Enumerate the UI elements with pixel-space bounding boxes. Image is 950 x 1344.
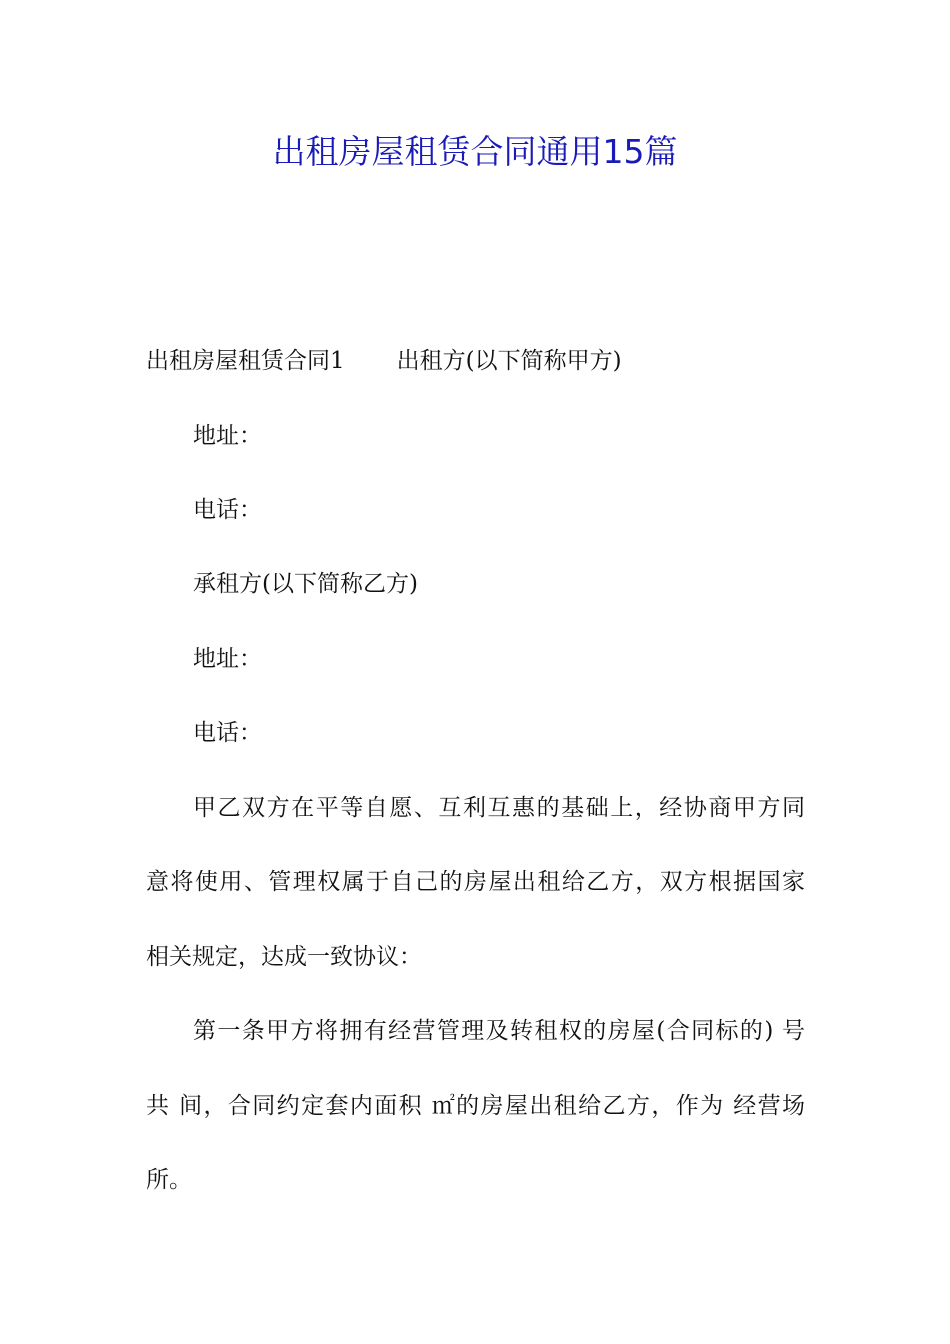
lessee-phone-line: 电话：	[193, 720, 262, 746]
paragraph-2-line-2: 共 间，合同约定套内面积 ㎡的房屋出租给乙方，作为 经营场	[146, 1093, 805, 1119]
lessor-phone-line: 电话：	[193, 497, 262, 523]
paragraph-2-line-3: 所。	[146, 1167, 192, 1193]
paragraph-2-line-1: 第一条甲方将拥有经营管理及转租权的房屋(合同标的) 号	[193, 1018, 805, 1044]
lessee-address-line: 地址：	[193, 646, 262, 672]
paragraph-1-line-1: 甲乙双方在平等自愿、互利互惠的基础上，经协商甲方同	[193, 795, 805, 821]
contract-heading-line	[146, 345, 622, 377]
paragraph-1-line-3: 相关规定，达成一致协议：	[146, 944, 422, 970]
lessor-address-line: 地址：	[193, 423, 262, 449]
lessee-label-line: 承租方(以下简称乙方)	[193, 571, 418, 597]
lessor-label: 出租方(以下简称甲方)	[396, 348, 622, 374]
document-title: 出租房屋租赁合同通用15篇	[272, 132, 678, 171]
contract-number-label: 出租房屋租赁合同1	[146, 348, 345, 374]
paragraph-1-line-2: 意将使用、管理权属于自己的房屋出租给乙方，双方根据国家	[146, 869, 805, 895]
